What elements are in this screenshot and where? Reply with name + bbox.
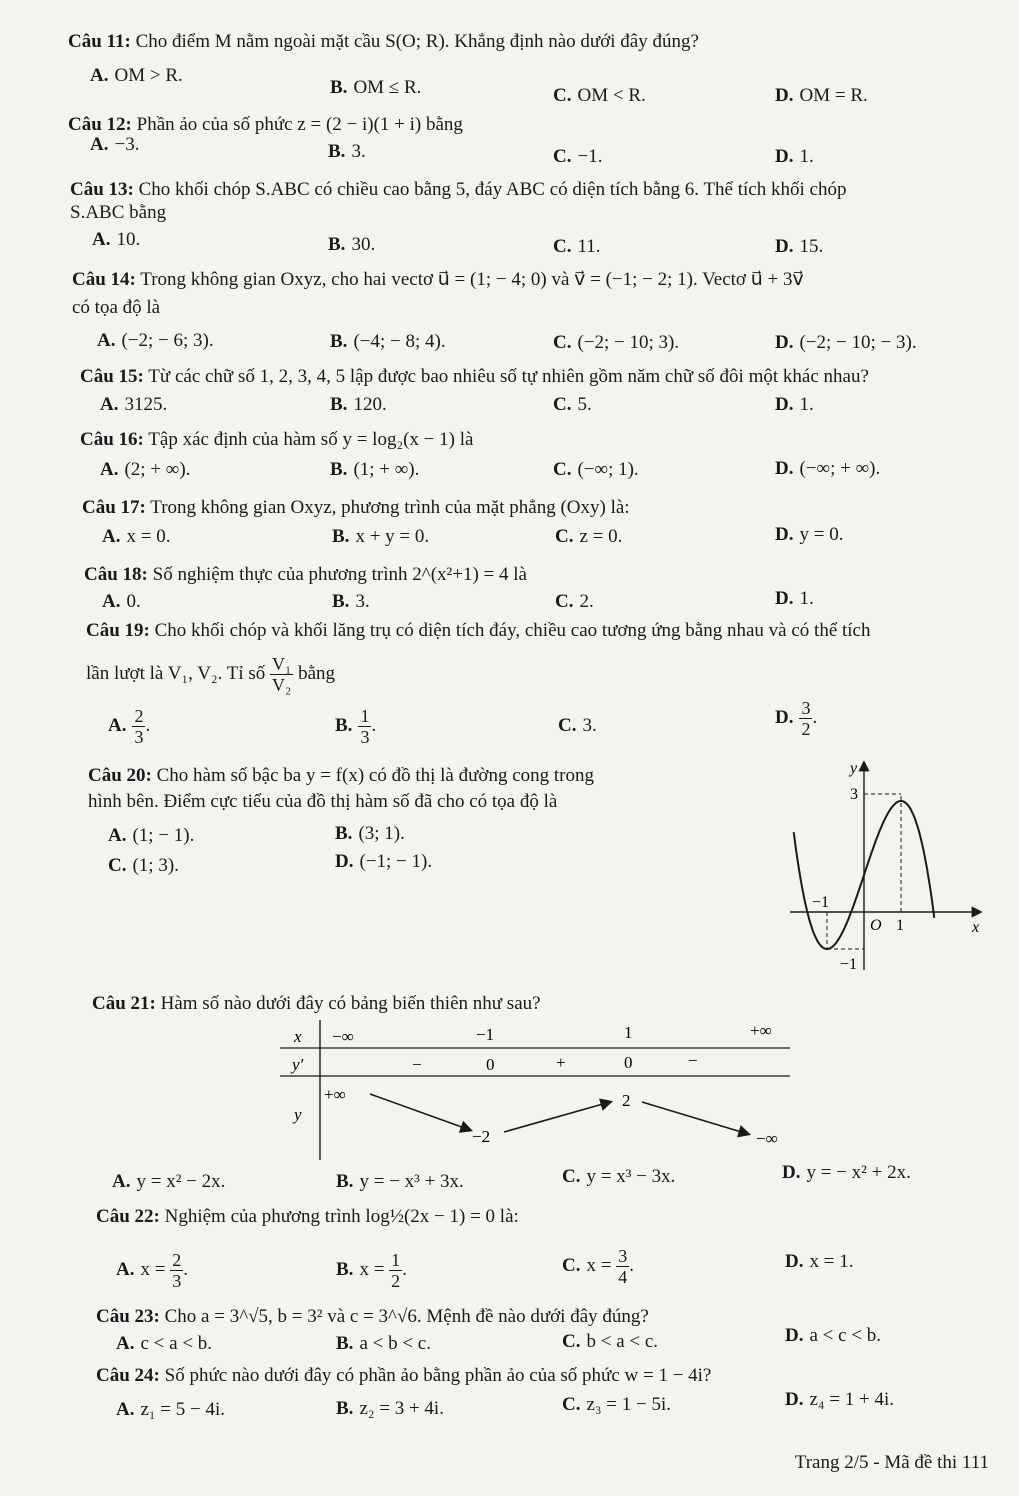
- question-16: Câu 16: Tập xác định của hàm số y = log₂(x − 1) là: [80, 429, 474, 450]
- q21-option-a[interactable]: A. y = x² − 2x.: [112, 1171, 226, 1192]
- q17-option-d[interactable]: D. y = 0.: [775, 524, 844, 545]
- x-val: +∞: [750, 1021, 772, 1040]
- question-14-line2: có tọa độ là: [72, 297, 161, 318]
- q24-option-c[interactable]: C. z₃ = 1 − 5i.: [562, 1394, 672, 1415]
- q17-option-a[interactable]: A. x = 0.: [102, 526, 171, 547]
- q13-option-d[interactable]: D. 15.: [775, 236, 824, 257]
- tick-y-minus1: −1: [840, 956, 858, 973]
- q15-option-a[interactable]: A. 3125.: [100, 394, 168, 415]
- q19-option-d[interactable]: D. $\frac{3}{2}$ .: [775, 698, 818, 740]
- x-axis-label: x: [972, 919, 980, 936]
- q14-option-c[interactable]: C. (−2; − 10; 3).: [553, 332, 680, 353]
- tick-x-minus1: −1: [812, 894, 830, 911]
- y-axis-label: y: [850, 760, 858, 777]
- question-23: Câu 23: Cho a = 3^√5, b = 3² và c = 3^√6. Mệnh đề nào dưới đây đúng?: [96, 1306, 649, 1327]
- q21-option-b[interactable]: B. y = − x³ + 3x.: [336, 1171, 464, 1192]
- q11-option-d[interactable]: D. OM = R.: [775, 85, 868, 106]
- q15-option-d[interactable]: D. 1.: [775, 394, 814, 415]
- q16-option-d[interactable]: D. (−∞; + ∞).: [775, 458, 881, 479]
- q21-option-d[interactable]: D. y = − x² + 2x.: [782, 1162, 911, 1183]
- y-val: −∞: [756, 1129, 778, 1148]
- x-val: −1: [476, 1025, 495, 1044]
- q19-option-a[interactable]: A. $\frac{2}{3}$ .: [108, 706, 151, 748]
- yprime-zero: 0: [624, 1053, 633, 1072]
- q22-option-d[interactable]: D. x = 1.: [785, 1251, 854, 1272]
- tick-y-3: 3: [850, 786, 858, 803]
- q20-option-d[interactable]: D. (−1; − 1).: [335, 851, 433, 872]
- yprime-sign: +: [556, 1053, 566, 1072]
- q18-option-d[interactable]: D. 1.: [775, 588, 814, 609]
- q18-option-b[interactable]: B. 3.: [332, 591, 370, 612]
- question-21: Câu 21: Hàm số nào dưới đây có bảng biến thiên như sau?: [92, 993, 541, 1014]
- row-yprime-label: y′: [292, 1055, 304, 1074]
- question-20-line2: hình bên. Điểm cực tiểu của đồ thị hàm số đã cho có tọa độ là: [88, 791, 558, 812]
- question-15: Câu 15: Từ các chữ số 1, 2, 3, 4, 5 lập được bao nhiêu số tự nhiên gồm năm chữ số đôi một khác nhau?: [80, 366, 869, 387]
- question-20: Câu 20: Cho hàm số bậc ba y = f(x) có đồ thị là đường cong trong: [88, 765, 594, 786]
- row-y-label: y: [294, 1105, 302, 1124]
- question-24: Câu 24: Số phức nào dưới đây có phần ảo bằng phần ảo của số phức w = 1 − 4i?: [96, 1365, 712, 1386]
- q17-option-c[interactable]: C. z = 0.: [555, 526, 623, 547]
- row-x-label: x: [294, 1027, 302, 1046]
- q22-option-a[interactable]: A. x = $\frac{2}{3}$ .: [116, 1250, 188, 1292]
- ratio-fraction: $\frac{\text{V₁}}{\text{V₂}}$: [272, 654, 292, 696]
- q19-option-b[interactable]: B. $\frac{1}{3}$ .: [335, 706, 377, 748]
- page-footer: Trang 2/5 - Mã đề thi 111: [794, 1452, 989, 1473]
- tick-x-1: 1: [896, 917, 904, 934]
- question-13-line2: S.ABC bằng: [70, 202, 167, 223]
- question-18: Câu 18: Số nghiệm thực của phương trình 2^(x²+1) = 4 là: [84, 564, 527, 585]
- q12-option-c[interactable]: C. −1.: [553, 146, 603, 167]
- x-val: 1: [624, 1023, 633, 1042]
- q14-option-a[interactable]: A. (−2; − 6; 3).: [97, 330, 214, 351]
- q15-option-c[interactable]: C. 5.: [553, 394, 592, 415]
- variation-table: [280, 1018, 800, 1163]
- q12-option-d[interactable]: D. 1.: [775, 146, 814, 167]
- q20-option-a[interactable]: A. (1; − 1).: [108, 825, 195, 846]
- q18-option-a[interactable]: A. 0.: [102, 591, 141, 612]
- yprime-zero: 0: [486, 1055, 495, 1074]
- q13-option-b[interactable]: B. 30.: [328, 234, 376, 255]
- y-val: −2: [472, 1127, 491, 1146]
- q11-option-c[interactable]: C. OM < R.: [553, 85, 646, 106]
- q18-option-c[interactable]: C. 2.: [555, 591, 594, 612]
- question-13: Câu 13: Cho khối chóp S.ABC có chiều cao bằng 5, đáy ABC có diện tích bằng 6. Thể tích khối chóp: [70, 179, 847, 200]
- question-12: Câu 12: Phần ảo của số phức z = (2 − i)(1 + i) bằng: [68, 114, 463, 135]
- x-val: −∞: [332, 1027, 354, 1046]
- question-19: Câu 19: Cho khối chóp và khối lăng trụ có diện tích đáy, chiều cao tương ứng bằng nhau và có thể tích: [86, 620, 871, 641]
- q23-option-d[interactable]: D. a < c < b.: [785, 1325, 882, 1346]
- y-val: +∞: [324, 1085, 346, 1104]
- question-17: Câu 17: Trong không gian Oxyz, phương trình của mặt phẳng (Oxy) là:: [82, 497, 630, 518]
- q13-option-a[interactable]: A. 10.: [92, 229, 141, 250]
- question-22: Câu 22: Nghiệm của phương trình log½(2x − 1) = 0 là:: [96, 1206, 519, 1227]
- q12-option-b[interactable]: B. 3.: [328, 141, 366, 162]
- q16-option-a[interactable]: A. (2; + ∞).: [100, 459, 191, 480]
- q14-option-b[interactable]: B. (−4; − 8; 4).: [330, 331, 446, 352]
- q22-option-c[interactable]: C. x = $\frac{3}{4}$ .: [562, 1246, 634, 1288]
- q16-option-c[interactable]: C. (−∞; 1).: [553, 459, 639, 480]
- q24-option-b[interactable]: B. z₂ = 3 + 4i.: [336, 1398, 444, 1419]
- q21-option-c[interactable]: C. y = x³ − 3x.: [562, 1166, 676, 1187]
- q20-option-b[interactable]: B. (3; 1).: [335, 823, 405, 844]
- q16-option-b[interactable]: B. (1; + ∞).: [330, 459, 420, 480]
- q12-option-a[interactable]: A. −3.: [90, 134, 140, 155]
- question-11: Câu 11: Cho điểm M nằm ngoài mặt cầu S(O; R). Khẳng định nào dưới đây đúng?: [68, 31, 699, 52]
- q11-option-b[interactable]: B. OM ≤ R.: [330, 77, 422, 98]
- cubic-graph: [790, 755, 990, 980]
- q14-option-d[interactable]: D. (−2; − 10; − 3).: [775, 332, 917, 353]
- q23-option-b[interactable]: B. a < b < c.: [336, 1333, 431, 1354]
- q15-option-b[interactable]: B. 120.: [330, 394, 387, 415]
- y-val: 2: [622, 1091, 631, 1110]
- q23-option-c[interactable]: C. b < a < c.: [562, 1331, 659, 1352]
- q19-option-c[interactable]: C. 3.: [558, 715, 597, 736]
- yprime-sign: −: [688, 1051, 698, 1070]
- q11-option-a[interactable]: A. OM > R.: [90, 65, 183, 86]
- yprime-sign: −: [412, 1055, 422, 1074]
- q13-option-c[interactable]: C. 11.: [553, 236, 601, 257]
- q20-option-c[interactable]: C. (1; 3).: [108, 855, 179, 876]
- q24-option-a[interactable]: A. z₁ = 5 − 4i.: [116, 1399, 226, 1420]
- question-19-line2: lần lượt là V₁, V₂. Tỉ số $\frac{\text{V₁}}{\text{V₂}}$ bằng: [86, 654, 335, 696]
- q24-option-d[interactable]: D. z₄ = 1 + 4i.: [785, 1389, 895, 1410]
- q22-option-b[interactable]: B. x = $\frac{1}{2}$ .: [336, 1250, 407, 1292]
- origin-label: O: [870, 917, 882, 934]
- q23-option-a[interactable]: A. c < a < b.: [116, 1333, 213, 1354]
- q17-option-b[interactable]: B. x + y = 0.: [332, 526, 430, 547]
- question-14: Câu 14: Trong không gian Oxyz, cho hai vectơ u⃗ = (1; − 4; 0) và v⃗ = (−1; − 2; 1). Vectơ u⃗ + 3v⃗: [72, 269, 804, 290]
